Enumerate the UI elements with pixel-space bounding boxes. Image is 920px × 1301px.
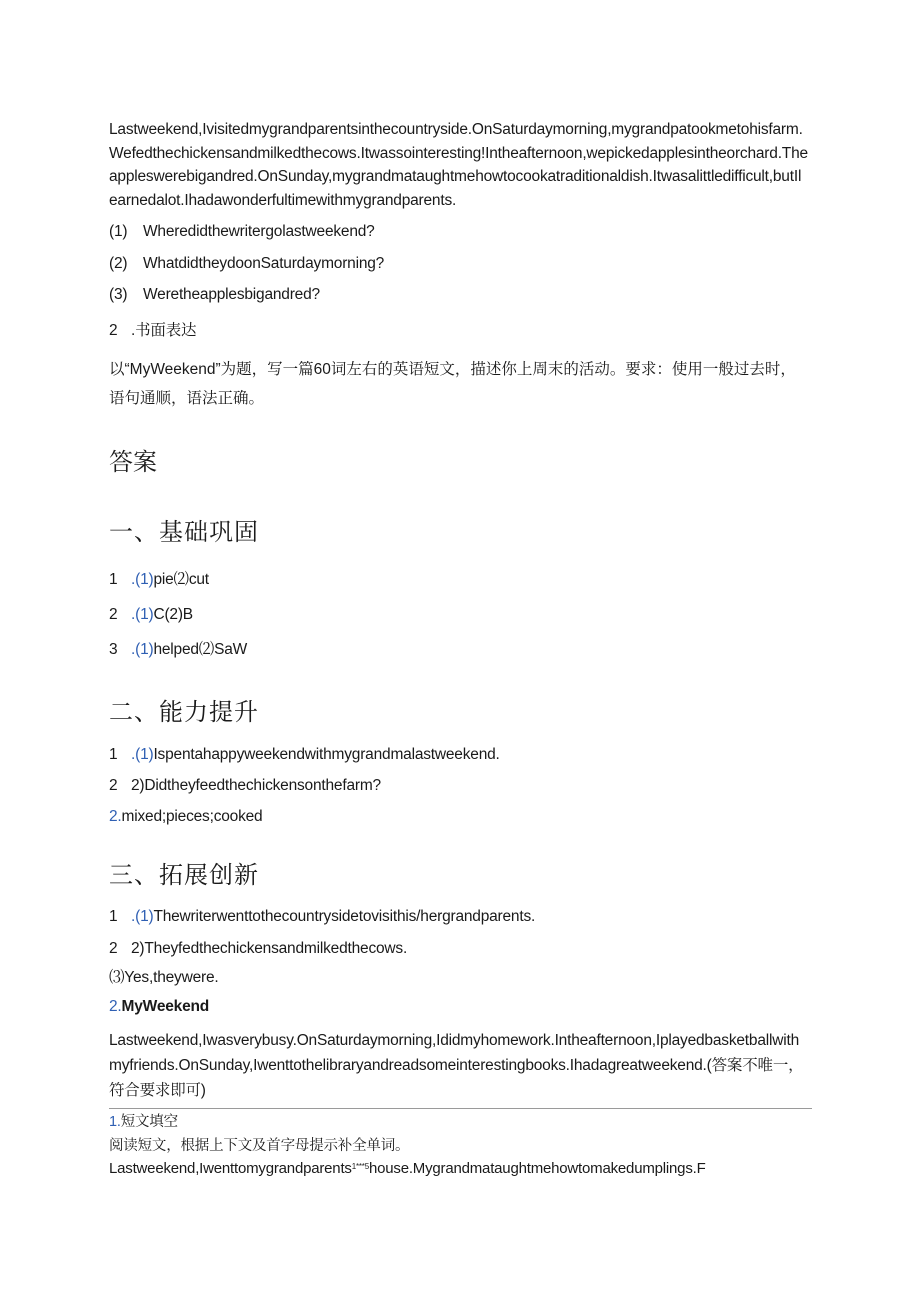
answer-number: 2 bbox=[109, 606, 118, 623]
question-2 bbox=[109, 254, 809, 274]
footer-text-after: house.Mygrandmataughtmehowtomakedumplings.F bbox=[368, 1160, 706, 1177]
answer-2-3 bbox=[109, 807, 809, 827]
footer-heading bbox=[109, 1112, 809, 1133]
essay-heading bbox=[109, 997, 809, 1017]
answer-3-1 bbox=[109, 907, 809, 927]
answer-text: 2)Theyfedthechickensandmilkedthecows. bbox=[131, 940, 408, 957]
footer-instruction: 阅读短文，根据上下文及首字母提示补全单词。 bbox=[109, 1138, 410, 1154]
writing-prompt: 以“MyWeekend”为题，写一篇60词左右的英语短文，描述你上周末的活动。要求：使用一般过去时，语句通顺，语法正确。 bbox=[109, 361, 796, 407]
answer-1-3 bbox=[109, 640, 809, 660]
question-text: Wheredidthewritergolastweekend? bbox=[143, 223, 375, 240]
question-1 bbox=[109, 222, 809, 242]
question-text: WhatdidtheydoonSaturdaymorning? bbox=[143, 255, 385, 272]
reading-passage: Lastweekend,Ivisitedmygrandparentsinthecountryside.OnSaturdaymorning,mygrandpatookmetohisfarm.Wefedthechickensandmilkedthecows.Itwassointeresting!Intheafternoon,wepickedapplesintheorchard.Theappleswerebigandred.OnSunday,mygrandmataughtmehowtocookatraditionaldish.Itwasalittledifficult,butIlearnedalot.Ihadawonderfultimewithmygrandparents. bbox=[109, 121, 808, 209]
answers-heading: 答案 bbox=[109, 449, 157, 476]
footer-title: 短文填空 bbox=[120, 1114, 178, 1130]
blank-marker: 1***5 bbox=[351, 1162, 369, 1171]
answer-text: Ispentahappyweekendwithmygrandmalastweekend. bbox=[153, 746, 500, 763]
question-number: (2) bbox=[109, 255, 128, 272]
footer-number: 1. bbox=[109, 1114, 121, 1130]
answer-text: Thewriterwenttothecountrysidetovisithis/hergrandparents. bbox=[153, 908, 536, 925]
answer-number: 1 bbox=[109, 908, 118, 925]
answer-part-label: .(1) bbox=[131, 641, 154, 658]
divider bbox=[109, 1108, 812, 1109]
question-number: (3) bbox=[109, 286, 128, 303]
footer-passage-line bbox=[109, 1158, 809, 1179]
writing-task-title: .书面表达 bbox=[131, 322, 197, 339]
question-3 bbox=[109, 285, 809, 305]
answer-number: 2 bbox=[109, 940, 118, 957]
section-1-heading: 一、基础巩固 bbox=[109, 519, 259, 546]
question-text: Weretheapplesbigandred? bbox=[143, 286, 320, 303]
answer-1-2 bbox=[109, 605, 809, 625]
writing-task-heading bbox=[109, 321, 809, 341]
answer-part-label: .(1) bbox=[131, 571, 154, 588]
answer-1-1 bbox=[109, 570, 809, 590]
question-number: (1) bbox=[109, 223, 128, 240]
answer-text: pie⑵cut bbox=[153, 571, 209, 588]
section-2-heading: 二、能力提升 bbox=[109, 699, 259, 726]
essay-title: MyWeekend bbox=[121, 998, 210, 1015]
answer-number: 3 bbox=[109, 641, 118, 658]
writing-task-number: 2 bbox=[109, 322, 118, 339]
answer-part-label: .(1) bbox=[131, 908, 154, 925]
footer-text-before: Lastweekend,Iwenttomygrandparents bbox=[109, 1160, 352, 1177]
essay-number: 2. bbox=[109, 998, 122, 1015]
answer-text: C(2)B bbox=[153, 606, 193, 623]
answer-3-2 bbox=[109, 939, 809, 959]
answer-2-1 bbox=[109, 745, 809, 765]
section-3-heading: 三、拓展创新 bbox=[109, 862, 259, 889]
answer-text: mixed;pieces;cooked bbox=[121, 808, 263, 825]
answer-number: 1 bbox=[109, 571, 118, 588]
answer-part-label: .(1) bbox=[131, 606, 154, 623]
answer-number: 1 bbox=[109, 746, 118, 763]
answer-text: helped⑵SaW bbox=[153, 641, 248, 658]
answer-number: 2 bbox=[109, 777, 118, 794]
answer-part-label: .(1) bbox=[131, 746, 154, 763]
essay-text: Lastweekend,Iwasverybusy.OnSaturdaymorning,Ididmyhomework.Intheafternoon,Iplayedbasketballwithmyfriends.OnSunday,Iwenttothelibraryandreadsomeinterestingbooks.Ihadagreatweekend.(答案不唯一，符合要求即可) bbox=[109, 1032, 804, 1099]
answer-2-2 bbox=[109, 776, 809, 796]
answer-3-3: ⑶Yes,theywere. bbox=[109, 969, 219, 986]
answer-text: 2)Didtheyfeedthechickensonthefarm? bbox=[131, 777, 381, 794]
answer-number: 2. bbox=[109, 808, 122, 825]
